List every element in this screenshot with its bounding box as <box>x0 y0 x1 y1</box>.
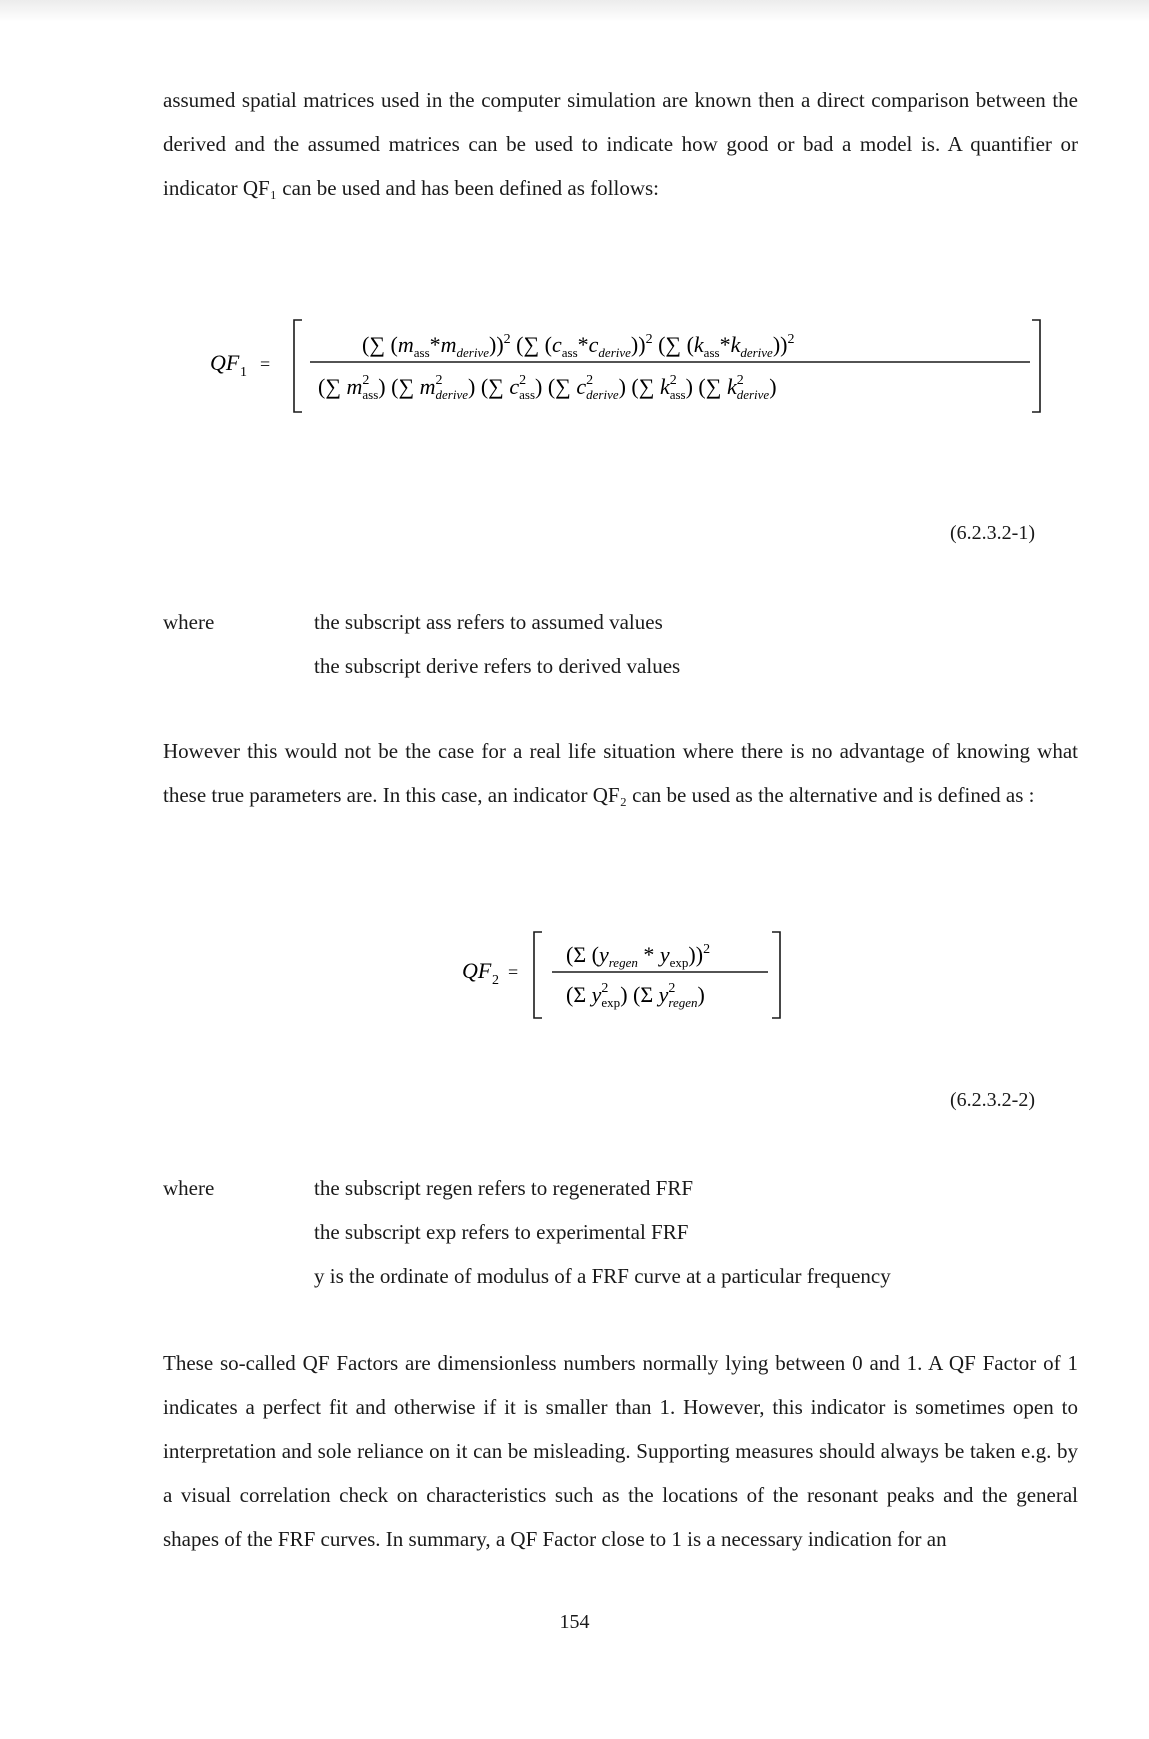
where-label-2: where <box>163 1176 215 1200</box>
svg-text:=: = <box>260 354 271 374</box>
paragraph-qf-factors: These so-called QF Factors are dimensionless numbers normally lying between 0 and 1. A QF Factor of 1 indicates a perfect fit and otherwise if it is smaller than 1. However, this indicator is sometimes open to interpretation and sole reliance on it can be misleading. Supporting measures should always be taken e.g. by a visual correlation check on characteristics such as the locations of the resonant peaks and the general shapes of the FRF curves. In summary, a QF Factor close to 1 is a necessary indication for an <box>163 1351 1078 1551</box>
svg-text:(∑ m2ass) (∑ m2derive) (∑ c2as: (∑ $m^2$ ass) (∑ $m^2$ derive) (∑ $c^2$ ass) (∑ $c^2$ derive) (∑ $k^2$ ass) (∑ $k^2$ derive) <box>318 373 777 402</box>
svg-text:1: 1 <box>240 365 247 380</box>
equation-qf1-graphic <box>210 312 1080 422</box>
equation-qf2-graphic <box>462 928 792 1028</box>
definition-list-1 <box>314 600 680 688</box>
svg-text:(Σ (yregen * yexp))2: (Σ $(y_{regen} * y_{exp}))^2$ <box>566 942 711 970</box>
definition-line: the subscript regen refers to regenerated FRF <box>314 1176 694 1200</box>
equation-number-2: (6.2.3.2-2) <box>950 1089 1035 1111</box>
svg-text:QF: QF <box>462 958 492 983</box>
equation-number-1: (6.2.3.2-1) <box>950 522 1035 544</box>
equation-qf1 <box>210 312 1080 422</box>
svg-text:(∑ (mass*mderive))2 (∑ (cass*c: (∑ $(m_{ass}*m_{derive}))^2$ (∑ $(c_{ass}*c_{derive}))^2$ (∑ $(k_{ass}*k_{derive}))^2$ <box>362 332 795 360</box>
svg-text:=: = <box>508 962 519 982</box>
where-label-1: where <box>163 610 215 634</box>
scan-shade <box>0 0 1149 22</box>
page-number: 154 <box>559 1611 590 1633</box>
definition-line: the subscript derive refers to derived values <box>314 654 681 678</box>
paragraph-intro: assumed spatial matrices used in the computer simulation are known then a direct comparison between the derived and the assumed matrices can be used to indicate how good or bad a model is. A quantifier or indicator QF₁ can be used and has been defined as follows: <box>163 88 1078 200</box>
definition-list-2 <box>314 1166 891 1298</box>
paragraph-alternative: However this would not be the case for a real life situation where there is no advantage of knowing what these true parameters are. In this case, an indicator QF₂ can be used as the alternative and is defined as : <box>163 739 1078 807</box>
svg-text:QF: QF <box>210 350 240 375</box>
definition-line: the subscript exp refers to experimental FRF <box>314 1220 689 1244</box>
definition-line: the subscript ass refers to assumed values <box>314 610 663 634</box>
svg-text:(Σ y2exp) (Σ y2regen): (Σ $y^2$ exp) (Σ $y^2$ regen) <box>566 981 705 1010</box>
svg-text:2: 2 <box>492 973 499 988</box>
definition-line: y is the ordinate of modulus of a FRF curve at a particular frequency <box>314 1264 891 1288</box>
equation-qf2 <box>462 928 792 1028</box>
